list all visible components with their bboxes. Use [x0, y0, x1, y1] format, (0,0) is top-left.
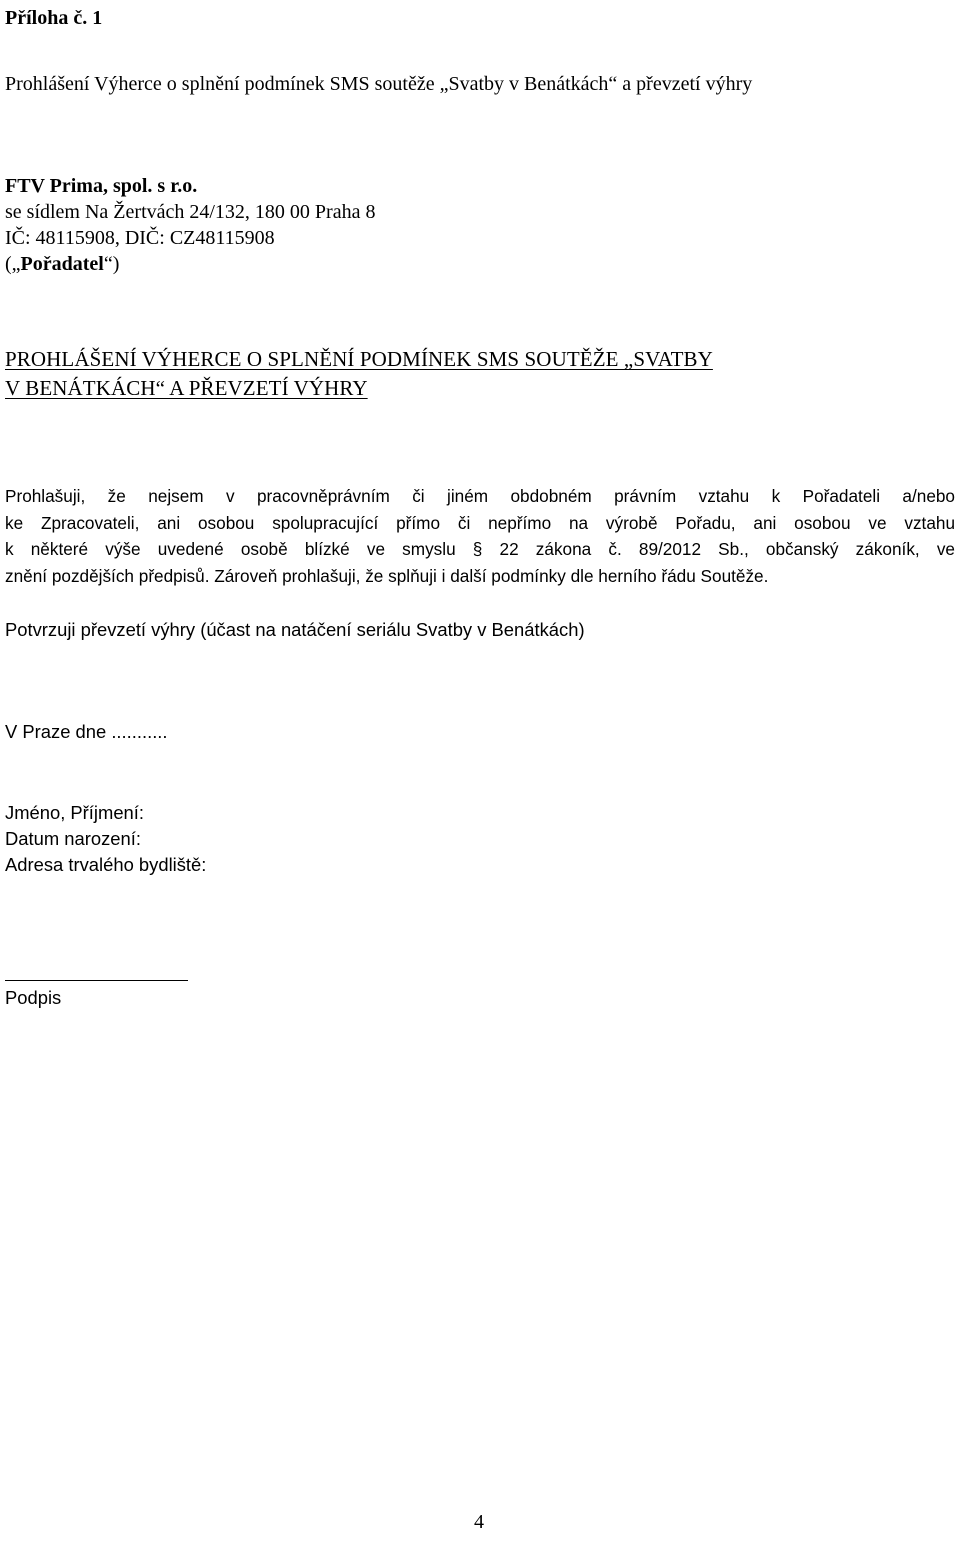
intro-title: Prohlášení Výherce o splnění podmínek SMS soutěže „Svatby v Benátkách“ a převzetí výhry: [5, 73, 753, 95]
signature-label: Podpis: [5, 987, 62, 1008]
declaration-line: Prohlašuji, že nejsem v pracovněprávním či jiném obdobném právním vztahu k Pořadateli a/nebo: [5, 486, 955, 506]
declaration-heading: [5, 345, 955, 403]
address-field-label: Adresa trvalého bydliště:: [5, 854, 207, 875]
organizer-name: FTV Prima, spol. s r.o.: [5, 175, 198, 197]
signature-line: [5, 980, 188, 981]
organizer-role-close: “): [103, 253, 120, 275]
organizer-block: [5, 173, 375, 277]
birth-date-field-label: Datum narození:: [5, 828, 141, 849]
attachment-label: Příloha č. 1: [5, 7, 103, 29]
heading-line-2: V BENÁTKÁCH“ A PŘEVZETÍ VÝHRY: [5, 376, 368, 400]
declaration-paragraph: [5, 483, 955, 589]
organizer-ids: IČ: 48115908, DIČ: CZ48115908: [5, 227, 275, 249]
organizer-role: [5, 251, 375, 277]
prize-confirmation: Potvrzuji převzetí výhry (účast na natáčení seriálu Svatby v Benátkách): [5, 619, 585, 640]
organizer-address: se sídlem Na Žertvách 24/132, 180 00 Praha 8: [5, 201, 376, 223]
organizer-role-name: Pořadatel: [20, 253, 104, 275]
declaration-line: ke Zpracovateli, ani osobou spolupracující přímo či nepřímo na výrobě Pořadu, ani osobou ve vztahu: [5, 512, 955, 533]
declaration-line: znění pozdějších předpisů. Zároveň prohlašuji, že splňuji i další podmínky dle herního řádu Soutěže.: [5, 565, 769, 586]
organizer-role-open: („: [5, 253, 21, 275]
declaration-line: k některé výše uvedené osobě blízké ve smyslu § 22 zákona č. 89/2012 Sb., občanský zákoník, ve: [5, 539, 955, 559]
place-date: V Praze dne ...........: [5, 721, 168, 742]
personal-fields: [5, 800, 206, 878]
heading-line-1: PROHLÁŠENÍ VÝHERCE O SPLNĚNÍ PODMÍNEK SMS SOUTĚŽE „SVATBY: [5, 347, 713, 371]
page-number: 4: [474, 1511, 484, 1533]
name-field-label: Jméno, Příjmení:: [5, 802, 144, 823]
